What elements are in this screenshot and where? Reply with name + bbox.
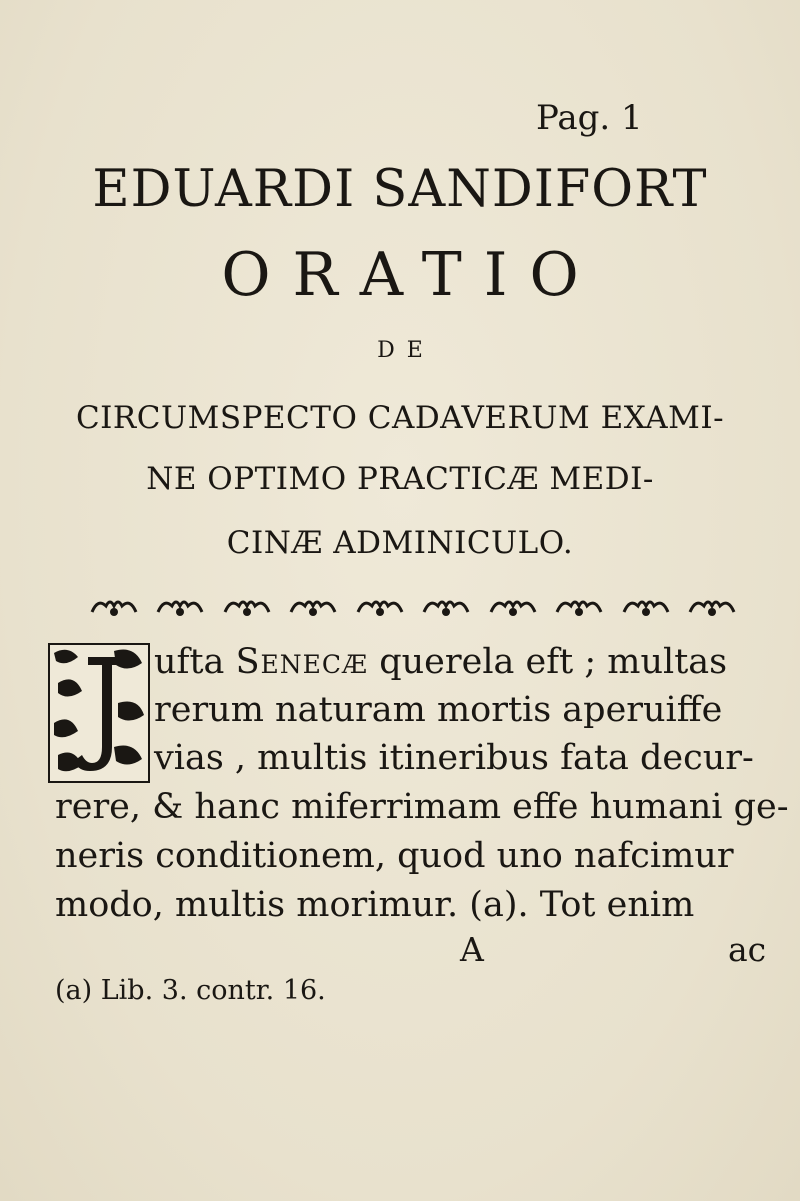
subtitle-line-1: CIRCUMSPECTO CADAVERUM EXAMI-: [75, 400, 725, 436]
decorated-initial-icon: [48, 643, 150, 783]
oratio-heading: ORATIO: [221, 240, 601, 310]
body-line-5: neris conditionem, quod uno nafcimur: [55, 836, 734, 876]
ornament-band: [88, 594, 738, 620]
body-line-2: rerum naturam mortis aperuiffe: [154, 690, 723, 730]
page-number: Pag. 1: [536, 98, 643, 138]
author-title: EDUARDI SANDIFORT: [92, 160, 708, 219]
seneca-name: Senecæ: [235, 642, 369, 682]
body-line-6: modo, multis morimur. (a). Tot enim: [55, 885, 695, 925]
ornament-icon: [420, 594, 472, 620]
ornament-icon: [686, 594, 738, 620]
signature-mark: A: [460, 930, 484, 969]
de-heading: DE: [377, 338, 435, 363]
ornament-icon: [221, 594, 273, 620]
body-line-4: rere, & hanc miferrimam effe humani ge-: [55, 787, 789, 827]
body-line-3: vias , multis itineribus fata decur-: [154, 738, 754, 778]
ornament-icon: [487, 594, 539, 620]
ornament-icon: [354, 594, 406, 620]
catchword: ac: [728, 930, 767, 969]
ornament-icon: [287, 594, 339, 620]
ornament-icon: [88, 594, 140, 620]
ornament-icon: [620, 594, 672, 620]
subtitle-line-3: CINÆ ADMINICULO.: [226, 525, 574, 561]
footnote: (a) Lib. 3. contr. 16.: [55, 975, 326, 1006]
subtitle-line-2: NE OPTIMO PRACTICÆ MEDI-: [146, 461, 654, 497]
body-line-1: ufta Senecæ querela eft ; multas: [154, 642, 728, 682]
ornament-icon: [154, 594, 206, 620]
ornament-icon: [553, 594, 605, 620]
